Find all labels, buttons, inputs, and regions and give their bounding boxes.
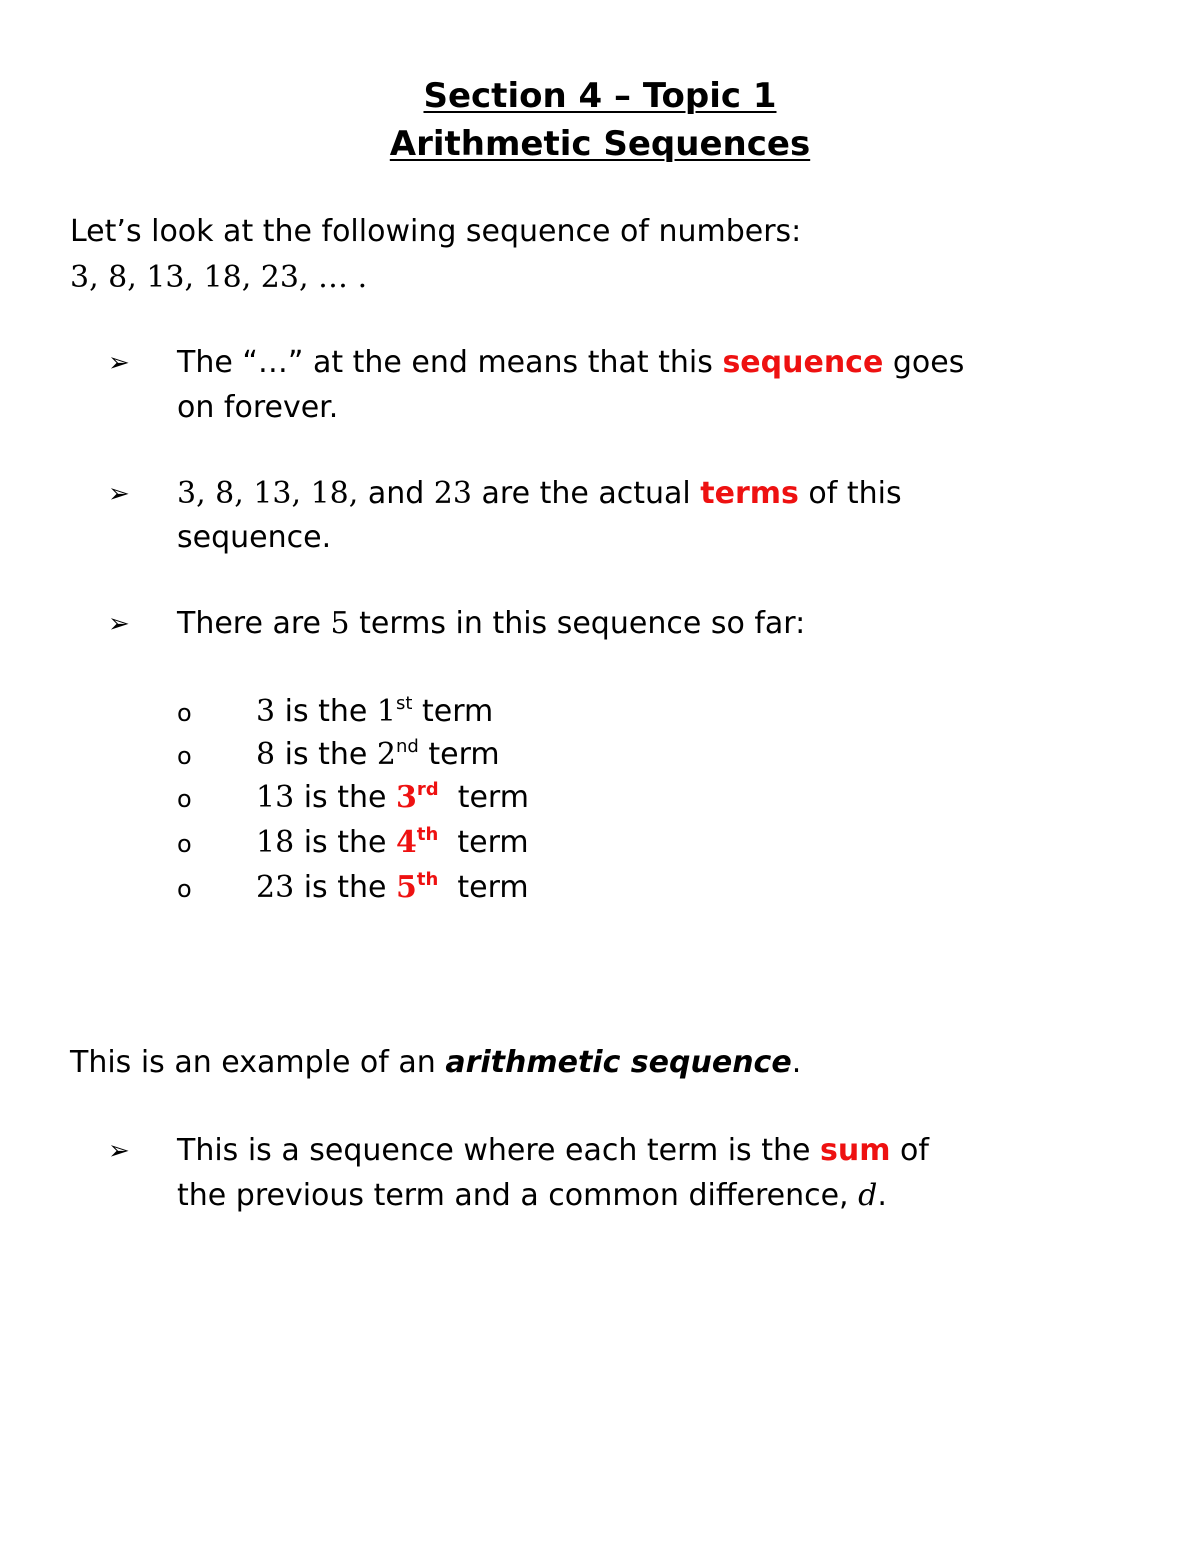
example-before: This is an example of an — [70, 1045, 446, 1080]
term-ordinal-suffix: th — [416, 824, 439, 845]
bullet-1-line-1 — [177, 345, 964, 380]
term-row — [256, 694, 493, 729]
bullet-2-line-1 — [177, 476, 902, 511]
term-ordinal: 3 — [396, 780, 417, 815]
circle-bullet-icon: o — [177, 699, 192, 727]
bullet-2-and: and — [358, 476, 434, 511]
title-line-2: Arithmetic Sequences — [389, 124, 811, 164]
term-ordinal-suffix: rd — [416, 779, 439, 800]
bullet-3-after: terms in this sequence so far: — [349, 606, 806, 641]
example-emphasis: arithmetic sequence — [445, 1045, 792, 1080]
bullet-2-math-2: 23 — [433, 476, 472, 511]
bullet-4-after: of — [890, 1133, 929, 1168]
bullet-3-before: There are — [177, 606, 331, 641]
term-word: term — [438, 780, 529, 815]
bullet-3-math: 5 — [330, 606, 350, 641]
bullet-1-before: The “…” at the end means that this — [177, 345, 723, 380]
bullet-1-after: goes — [883, 345, 965, 380]
circle-bullet-icon: o — [177, 785, 192, 813]
term-ordinal: 4 — [396, 825, 417, 860]
term-ordinal-suffix: st — [396, 693, 413, 714]
intro-text: Let’s look at the following sequence of numbers: — [70, 214, 802, 249]
term-ordinal: 5 — [396, 870, 417, 905]
keyword-sum: sum — [819, 1133, 891, 1168]
bullet-4-line-2-before: the previous term and a common difference, — [177, 1178, 859, 1213]
term-row — [256, 870, 529, 905]
term-row — [256, 780, 529, 815]
bullet-2-after: of this — [798, 476, 902, 511]
bullet-2-before: are the actual — [471, 476, 701, 511]
term-connector: is the — [275, 694, 377, 729]
term-connector: is the — [275, 737, 377, 772]
term-value: 18 — [256, 825, 295, 860]
keyword-sequence: sequence — [722, 345, 884, 380]
term-ordinal-suffix: nd — [396, 736, 419, 757]
example-sentence — [70, 1045, 801, 1080]
term-value: 23 — [256, 870, 295, 905]
bullet-2-line-2: sequence. — [177, 520, 332, 555]
bullet-2-math: 3, 8, 13, 18, — [177, 476, 359, 511]
bullet-1-line-2: on forever. — [177, 390, 339, 425]
intro-sequence: 3, 8, 13, 18, 23, … . — [70, 260, 368, 295]
term-connector: is the — [294, 870, 396, 905]
term-word: term — [438, 870, 529, 905]
keyword-terms: terms — [700, 476, 799, 511]
term-row — [256, 737, 500, 772]
term-ordinal-suffix: th — [416, 869, 439, 890]
title-line-1: Section 4 – Topic 1 — [423, 76, 777, 116]
term-connector: is the — [294, 780, 396, 815]
term-ordinal: 1 — [376, 694, 396, 729]
term-value: 13 — [256, 780, 295, 815]
bullet-3-line — [177, 606, 805, 641]
term-word: term — [438, 825, 529, 860]
circle-bullet-icon: o — [177, 875, 192, 903]
bullet-4-before: This is a sequence where each term is the — [177, 1133, 820, 1168]
term-row — [256, 825, 529, 860]
arrow-bullet-icon: ➢ — [108, 1136, 130, 1166]
arrow-bullet-icon: ➢ — [108, 609, 130, 639]
term-word: term — [418, 737, 500, 772]
circle-bullet-icon: o — [177, 830, 192, 858]
difference-variable: d — [858, 1178, 878, 1213]
term-ordinal: 2 — [376, 737, 396, 772]
arrow-bullet-icon: ➢ — [108, 348, 130, 378]
bullet-4-line-2 — [177, 1178, 887, 1213]
term-connector: is the — [294, 825, 396, 860]
bullet-4-line-2-after: . — [877, 1178, 887, 1213]
example-after: . — [791, 1045, 802, 1080]
bullet-4-line-1 — [177, 1133, 929, 1168]
arrow-bullet-icon: ➢ — [108, 479, 130, 509]
circle-bullet-icon: o — [177, 742, 192, 770]
term-value: 3 — [256, 694, 276, 729]
term-value: 8 — [256, 737, 276, 772]
term-word: term — [412, 694, 494, 729]
